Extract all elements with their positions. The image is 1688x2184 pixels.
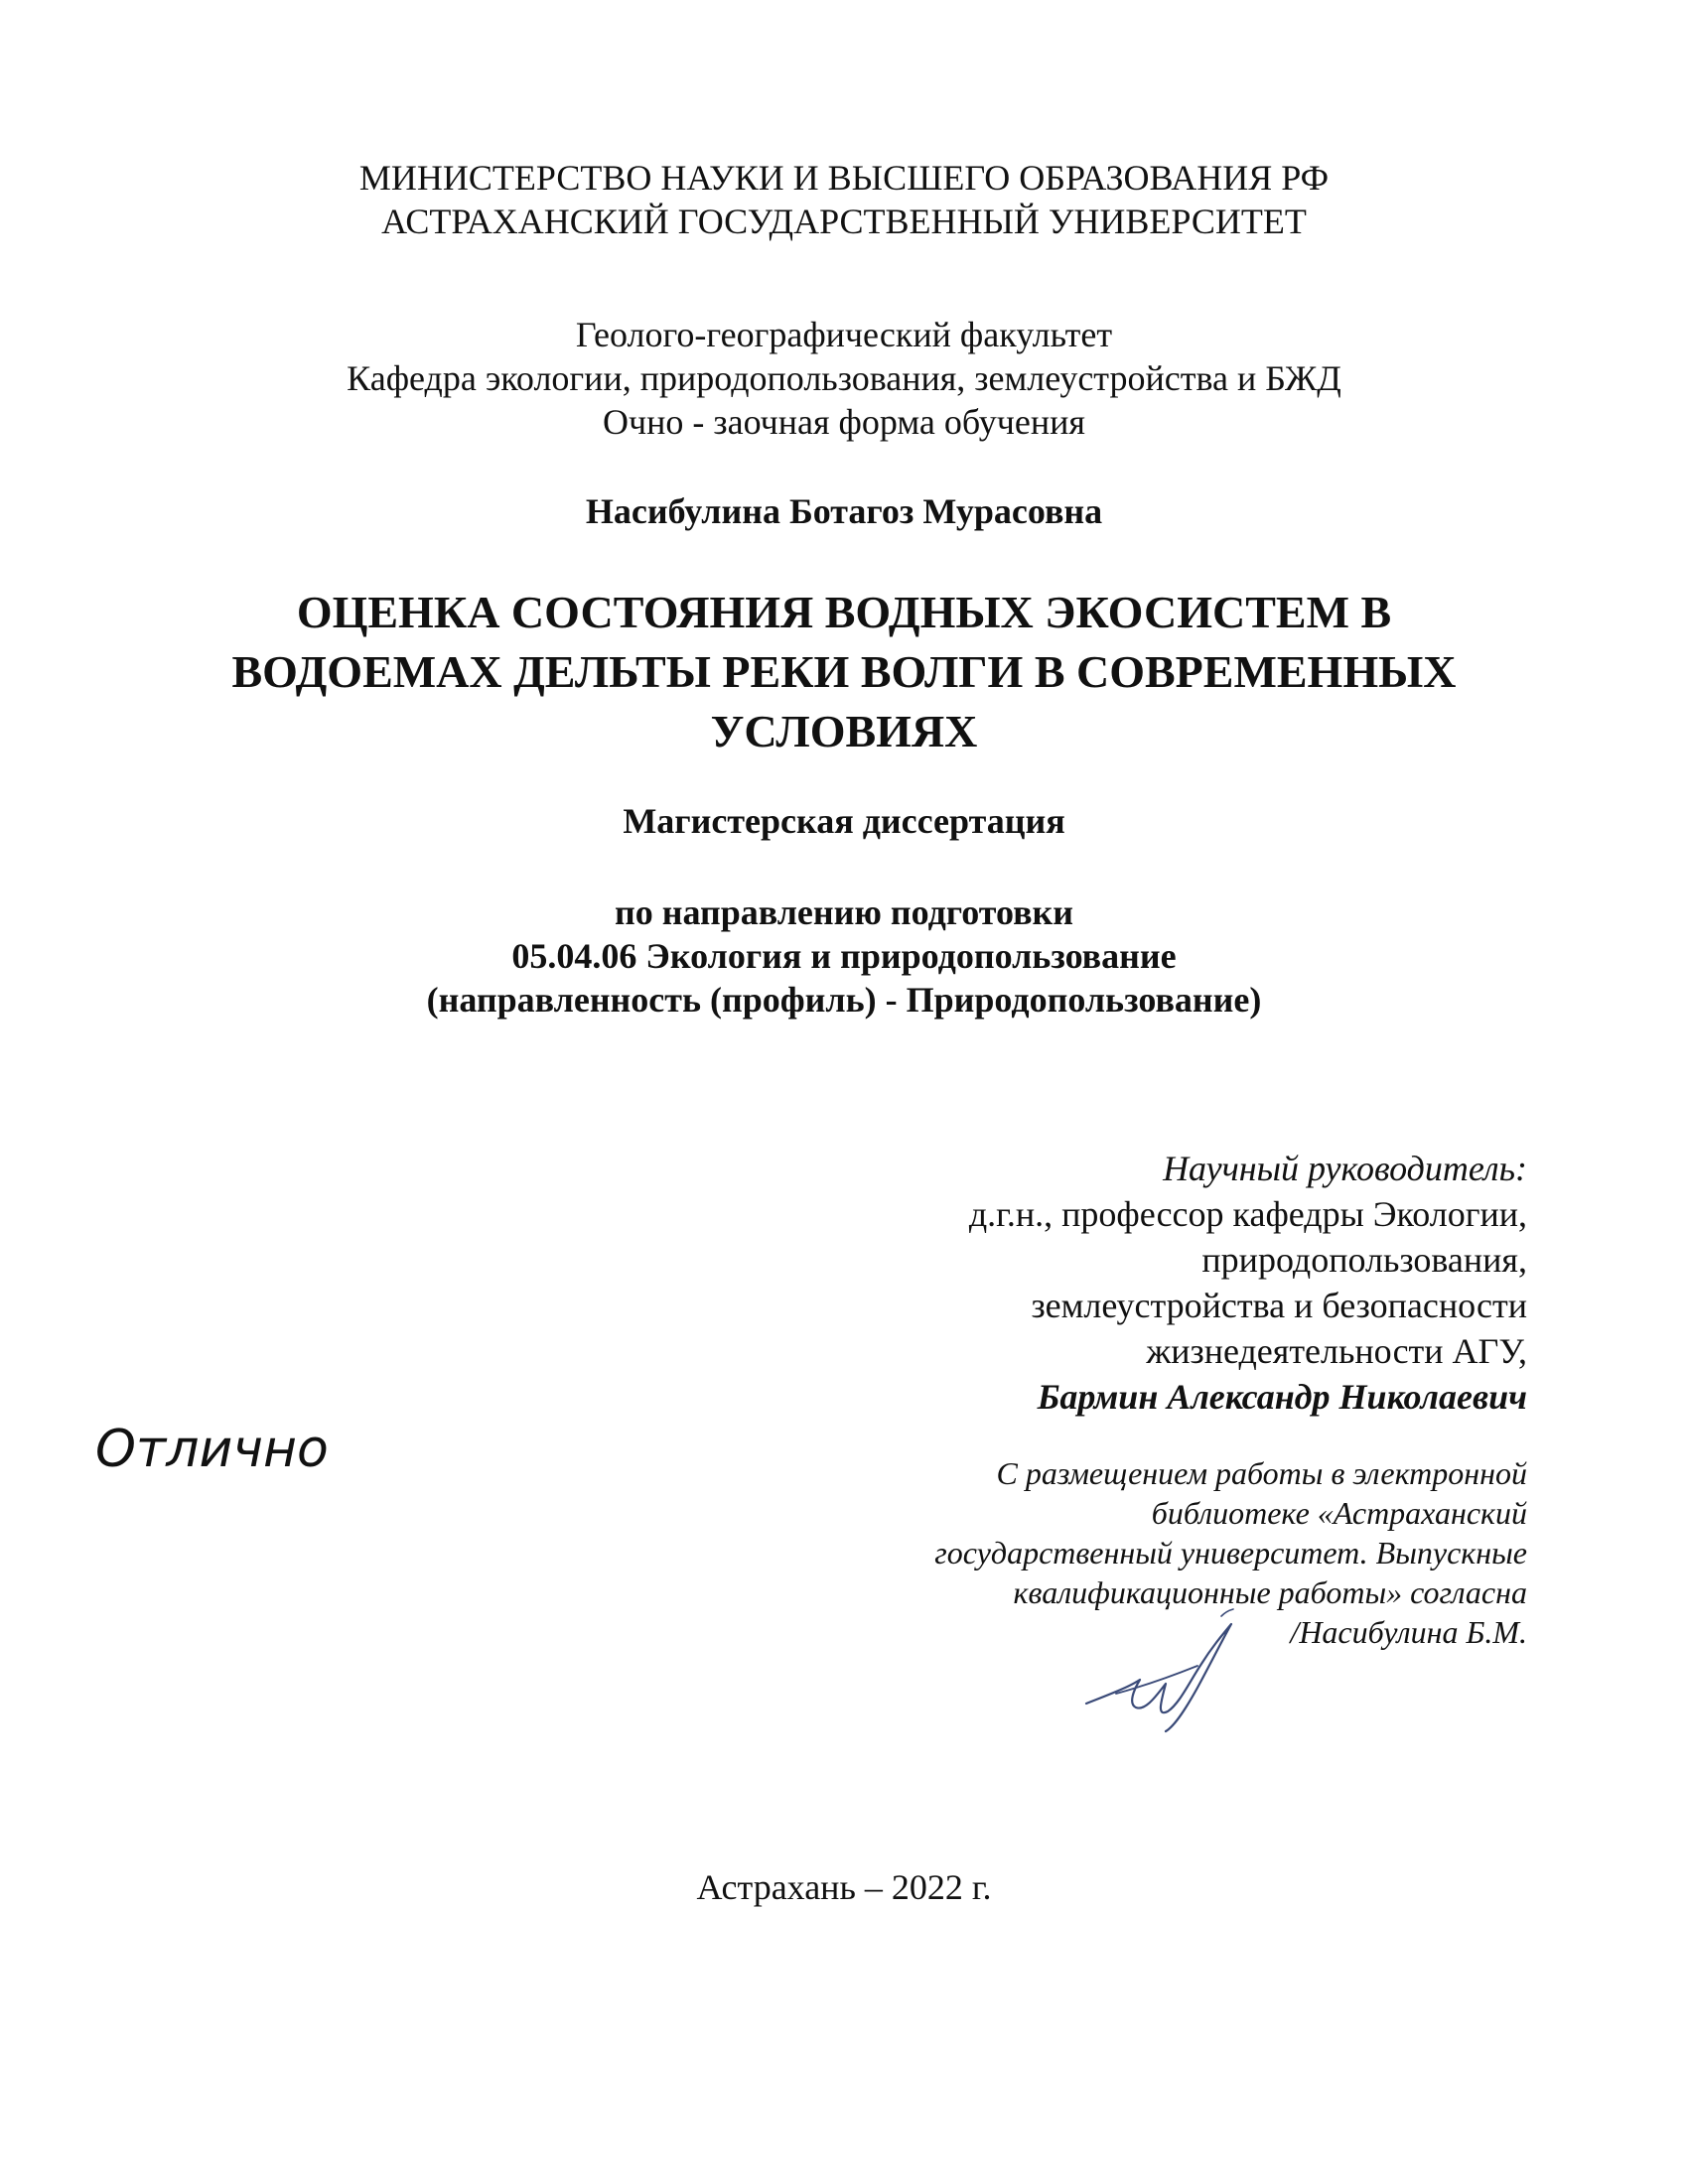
program-profile: (направленность (профиль) - Природопользование) — [426, 980, 1262, 1020]
thesis-title-line-2: ВОДОЕМАХ ДЕЛЬТЫ РЕКИ ВОЛГИ В СОВРЕМЕННЫХ — [231, 646, 1457, 697]
program-code: 05.04.06 Экология и природопользование — [511, 936, 1177, 976]
author-name: Насибулина Ботагоз Мурасовна — [585, 491, 1103, 531]
supervisor-position-line-4: жизнедеятельности АГУ, — [1146, 1331, 1527, 1371]
supervisor-name: Бармин Александр Николаевич — [1037, 1377, 1527, 1417]
city-year: Астрахань – 2022 г. — [696, 1867, 992, 1907]
consent-line-4: квалификационные работы» согласна — [1013, 1574, 1527, 1610]
signature-image — [1072, 1608, 1261, 1737]
thesis-title-line-3: УСЛОВИЯХ — [710, 706, 978, 756]
work-type: Магистерская диссертация — [623, 801, 1065, 841]
ministry-name: МИНИСТЕРСТВО НАУКИ И ВЫСШЕГО ОБРАЗОВАНИЯ РФ — [358, 158, 1330, 198]
consent-line-3: государственный университет. Выпускные — [934, 1535, 1527, 1570]
supervisor-position-line-3: землеустройства и безопасности — [1031, 1286, 1527, 1325]
supervisor-label: Научный руководитель: — [1163, 1149, 1527, 1188]
consent-signatory: /Насибулина Б.М. — [1290, 1614, 1527, 1650]
consent-line-1: С размещением работы в электронной — [996, 1455, 1527, 1491]
university-name: АСТРАХАНСКИЙ ГОСУДАРСТВЕННЫЙ УНИВЕРСИТЕТ — [381, 202, 1307, 241]
supervisor-position-line-2: природопользования, — [1201, 1240, 1527, 1280]
grade-mark: Отлично — [95, 1420, 329, 1479]
supervisor-position-line-1: д.г.н., профессор кафедры Экологии, — [968, 1194, 1527, 1234]
study-form: Очно - заочная форма обучения — [603, 402, 1085, 442]
department-name: Кафедра экологии, природопользования, землеустройства и БЖД — [347, 358, 1341, 398]
faculty-name: Геолого-географический факультет — [575, 315, 1113, 354]
thesis-title-line-1: ОЦЕНКА СОСТОЯНИЯ ВОДНЫХ ЭКОСИСТЕМ В — [296, 587, 1392, 637]
consent-line-2: библиотеке «Астраханский — [1151, 1495, 1527, 1531]
program-intro: по направлению подготовки — [614, 892, 1074, 932]
